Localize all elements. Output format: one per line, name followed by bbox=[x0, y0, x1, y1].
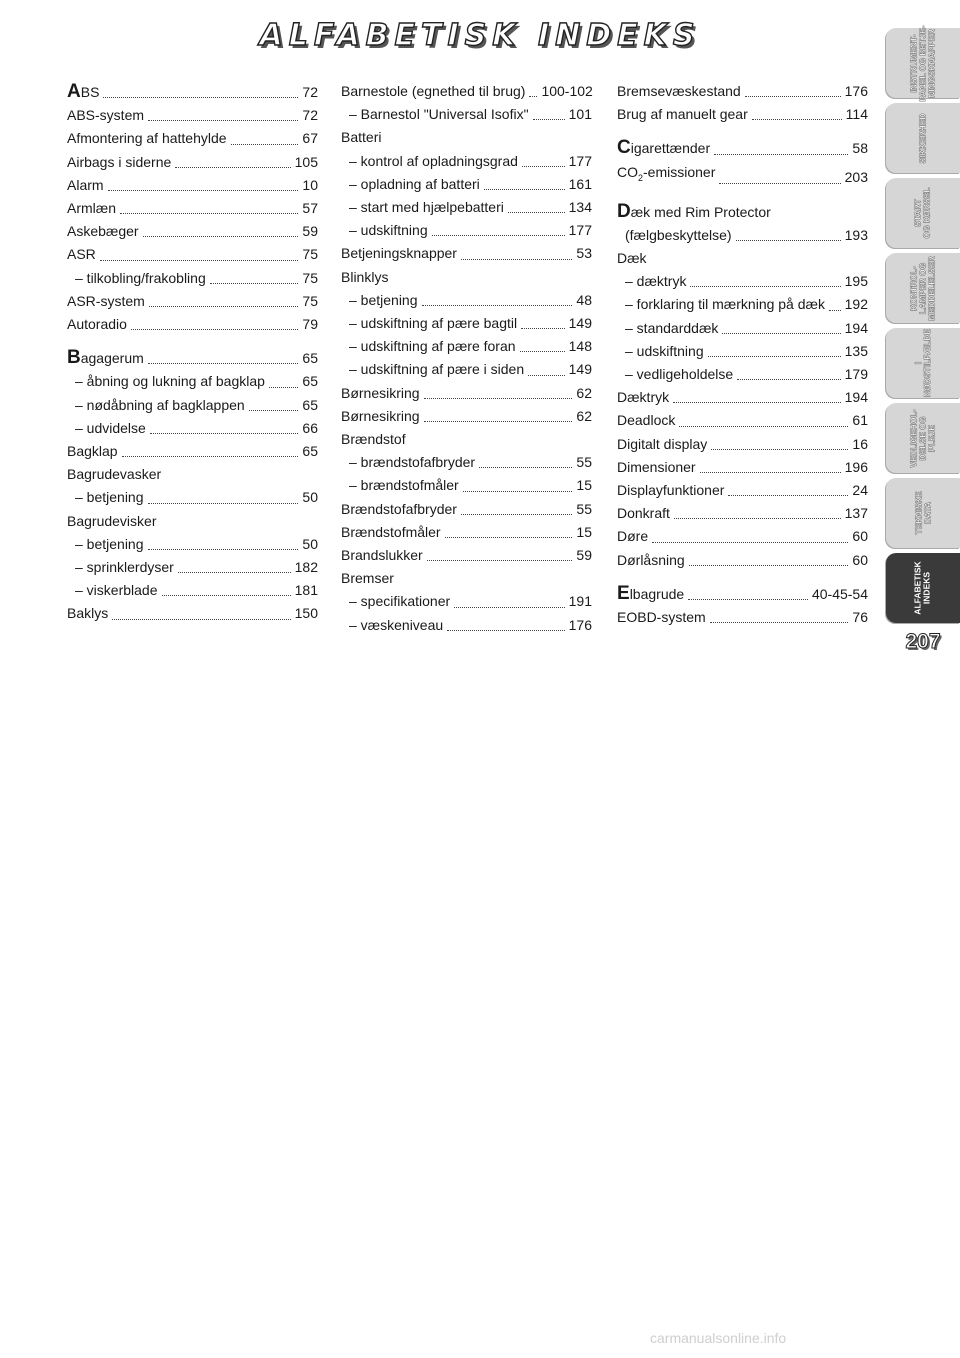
index-entry: – udskiftning af pære i siden 149 bbox=[349, 361, 592, 378]
index-entry: – start med hjælpebatteri 134 bbox=[349, 199, 592, 216]
tab-sikkerhed[interactable] bbox=[886, 103, 960, 173]
index-entry: Cigarettænder 58 bbox=[617, 137, 868, 159]
index-entry: – brændstofafbryder 55 bbox=[349, 454, 592, 471]
index-column-2 bbox=[341, 80, 592, 637]
index-entry: – kontrol af opladningsgrad 177 bbox=[349, 152, 592, 169]
index-column-3 bbox=[617, 80, 868, 629]
index-entry: – sprinklerdyser 182 bbox=[75, 559, 318, 576]
index-entry: ASR-system 75 bbox=[67, 292, 318, 309]
tab-label: TEKNISKE DATA bbox=[912, 491, 932, 535]
index-entry: – forklaring til mærkning på dæk 192 bbox=[625, 296, 868, 313]
index-entry: – udskiftning af pære foran 148 bbox=[349, 338, 592, 355]
index-entry: Alarm 10 bbox=[67, 176, 318, 193]
index-entry: Dæk med Rim Protector bbox=[617, 200, 771, 222]
index-column-1 bbox=[67, 80, 318, 626]
index-entry: Afmontering af hattehylde 67 bbox=[67, 130, 318, 147]
index-entry: Døre 60 bbox=[617, 528, 868, 545]
index-entry: – brændstofmåler 15 bbox=[349, 477, 592, 494]
index-entry: – betjening 50 bbox=[75, 489, 318, 506]
tab-start[interactable] bbox=[886, 178, 960, 248]
tab-tekniske-data[interactable] bbox=[886, 478, 960, 548]
index-entry: ASR 75 bbox=[67, 246, 318, 263]
index-entry: – nødåbning af bagklappen 65 bbox=[75, 396, 318, 413]
index-entry: Elbagrude 40-45-54 bbox=[617, 582, 868, 604]
index-entry: Askebæger 59 bbox=[67, 223, 318, 240]
index-entry: Bremser bbox=[341, 570, 394, 587]
index-entry: Bagrudevisker bbox=[67, 512, 157, 529]
index-entry: Bagrudevasker bbox=[67, 466, 162, 483]
index-entry: Donkraft 137 bbox=[617, 505, 868, 522]
index-entry: – dæktryk 195 bbox=[625, 273, 868, 290]
tab-label: KONTROL- LAMPER OG MEDDELELSER bbox=[908, 255, 937, 321]
tab-nodstilfaelde[interactable] bbox=[886, 328, 960, 398]
index-entry: Blinklys bbox=[341, 268, 389, 285]
index-entry: – åbning og lukning af bagklap 65 bbox=[75, 373, 318, 390]
index-entry: Dimensioner 196 bbox=[617, 458, 868, 475]
index-entry: – udvidelse 66 bbox=[75, 419, 318, 436]
index-entry: – specifikationer 191 bbox=[349, 593, 592, 610]
index-entry: Baklys 150 bbox=[67, 605, 318, 622]
tab-label: VEDLIGEHOL- DELSE OG PLEJE bbox=[908, 408, 937, 468]
index-entry: – betjening 50 bbox=[75, 535, 318, 552]
index-entry: Brandslukker 59 bbox=[341, 547, 592, 564]
tab-label: INSTRUMENT- PANEL OG BETJE- NINGSKNAPPER bbox=[908, 24, 937, 102]
index-entry: – betjening 48 bbox=[349, 291, 592, 308]
index-entry: Displayfunktioner 24 bbox=[617, 482, 868, 499]
index-entry: Batteri bbox=[341, 129, 382, 146]
tab-vedligeholdelse[interactable] bbox=[886, 403, 960, 473]
index-entry: Bagagerum 65 bbox=[67, 347, 318, 369]
watermark: carmanualsonline.info bbox=[650, 1330, 787, 1346]
index-entry: – væskeniveau 176 bbox=[349, 616, 592, 633]
index-entry: ABS 72 bbox=[67, 81, 318, 102]
index-entry: $CO_2$-emissioner 203 bbox=[617, 163, 868, 186]
index-entry: – udskiftning af pære bagtil 149 bbox=[349, 315, 592, 332]
tab-label: I NØDSTILFÆLDE bbox=[913, 329, 932, 397]
page-number: 207 bbox=[905, 630, 941, 653]
tab-instrumentpanel[interactable] bbox=[886, 24, 960, 102]
index-entry: ABS-system 72 bbox=[67, 107, 318, 124]
index-entry: – Barnestol "Universal Isofix" 101 bbox=[349, 106, 592, 123]
index-entry: (fælgbeskyttelse) 193 bbox=[625, 226, 868, 243]
index-entry: Dørlåsning 60 bbox=[617, 551, 868, 568]
index-entry: – vedligeholdelse 179 bbox=[625, 366, 868, 383]
index-entry: – viskerblade 181 bbox=[75, 582, 318, 599]
tab-label: START OG KØRSEL bbox=[912, 187, 932, 239]
tab-kontrollamper[interactable] bbox=[886, 253, 960, 323]
index-entry: Brændstofmåler 15 bbox=[341, 523, 592, 540]
index-entry: – udskiftning 135 bbox=[625, 342, 868, 359]
index-entry: Deadlock 61 bbox=[617, 412, 868, 429]
index-entry: Børnesikring 62 bbox=[341, 407, 592, 424]
index-entry: Autoradio 79 bbox=[67, 316, 318, 333]
index-entry: Barnestole (egnethed til brug) 100-102 bbox=[341, 83, 593, 99]
tab-alfabetisk-indeks[interactable] bbox=[886, 553, 960, 623]
index-entry: – tilkobling/frakobling 75 bbox=[75, 269, 318, 286]
tab-label: ALFABETISK INDEKS bbox=[913, 561, 932, 615]
index-entry: EOBD-system 76 bbox=[617, 609, 868, 626]
index-entry: Betjeningsknapper 53 bbox=[341, 245, 592, 262]
index-entry: – opladning af batteri 161 bbox=[349, 175, 592, 192]
index-entry: – udskiftning 177 bbox=[349, 222, 592, 239]
index-entry: Bremsevæskestand 176 bbox=[617, 83, 868, 99]
index-entry: Brændstofafbryder 55 bbox=[341, 500, 592, 517]
index-entry: Armlæn 57 bbox=[67, 200, 318, 217]
index-entry: Airbags i siderne 105 bbox=[67, 153, 318, 170]
index-entry: Digitalt display 16 bbox=[617, 435, 868, 452]
page-title: ALFABETISK INDEKS bbox=[259, 18, 701, 53]
index-entry: Brændstof bbox=[341, 431, 406, 448]
tab-label: SIKKERHED bbox=[917, 112, 928, 164]
index-entry: Børnesikring 62 bbox=[341, 384, 592, 401]
index-entry: Dæktryk 194 bbox=[617, 389, 868, 406]
index-entry: Brug af manuelt gear 114 bbox=[617, 106, 868, 123]
index-entry: – standarddæk 194 bbox=[625, 319, 868, 336]
index-entry: Dæk bbox=[617, 250, 647, 267]
index-entry: Bagklap 65 bbox=[67, 443, 318, 460]
